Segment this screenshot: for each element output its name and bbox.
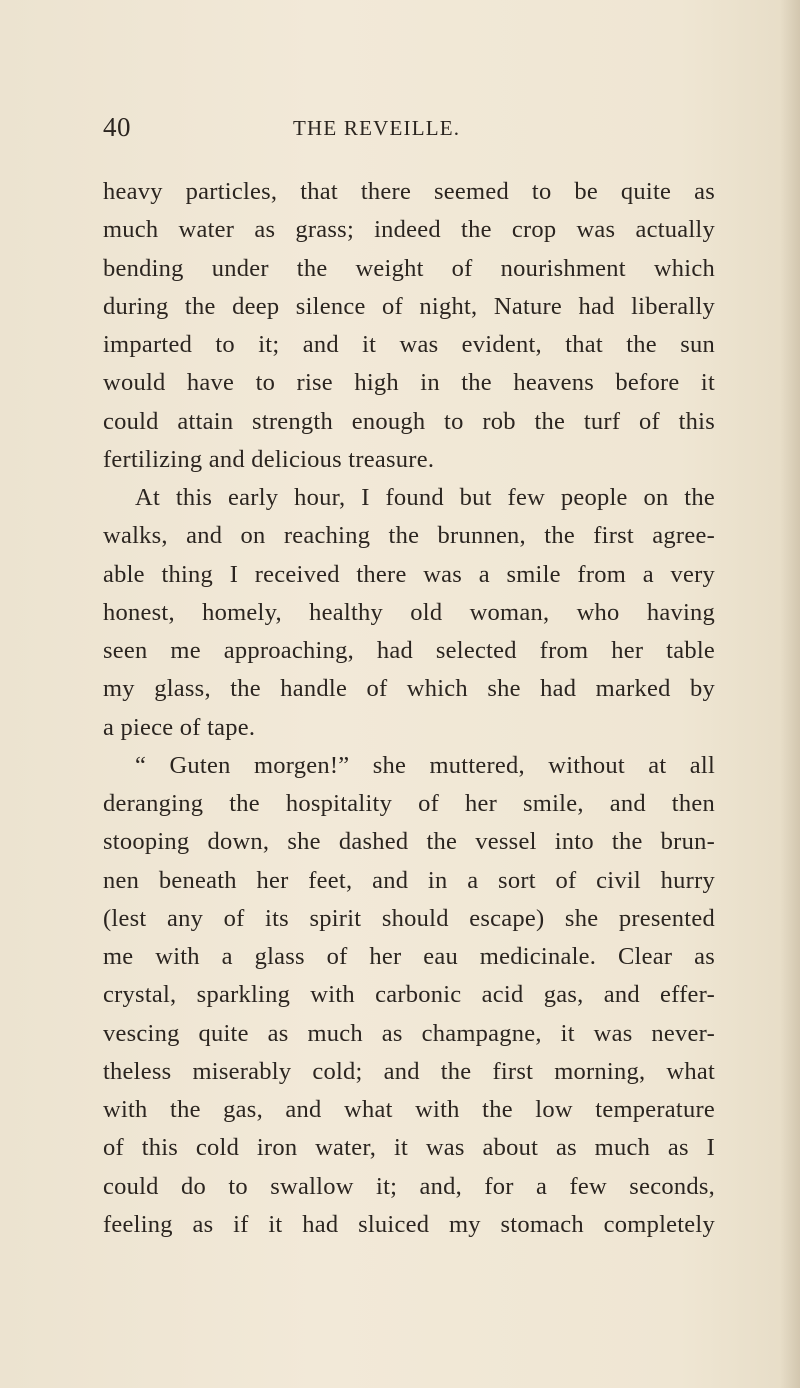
text-line: my glass, the handle of which she had marked by [103, 675, 715, 703]
page-number: 40 [103, 112, 131, 142]
text-line: crystal, sparkling with carbonic acid gas, and effer- [103, 981, 715, 1009]
text-line: bending under the weight of nourishment which [103, 254, 715, 282]
text-line: during the deep silence of night, Nature had liberally [103, 292, 715, 320]
text-line: vescing quite as much as champagne, it was never- [103, 1019, 715, 1047]
text-line: seen me approaching, had selected from her table [103, 637, 715, 664]
text-line: stooping down, she dashed the vessel into the brun- [103, 828, 715, 856]
text-line: “ Guten morgen!” she muttered, without at all [135, 751, 715, 779]
text-line: walks, and on reaching the brunnen, the first agree- [103, 522, 715, 550]
text-line: honest, homely, healthy old woman, who having [103, 598, 715, 626]
text-line: able thing I received there was a smile from a very [103, 560, 715, 588]
text-line: me with a glass of her eau medicinale. Clear as [103, 943, 715, 970]
text-line: a piece of tape. [103, 713, 256, 741]
text-line: would have to rise high in the heavens before it [103, 369, 715, 397]
text-line: At this early hour, I found but few people on the [135, 484, 715, 511]
page-edge-shadow [780, 0, 800, 1388]
text-line: fertilizing and delicious treasure. [103, 445, 435, 473]
text-line: nen beneath her feet, and in a sort of civil hurry [103, 866, 715, 894]
text-line: (lest any of its spirit should escape) she presented [103, 904, 715, 932]
text-line: with the gas, and what with the low temperature [103, 1096, 715, 1123]
text-line: could do to swallow it; and, for a few seconds, [103, 1172, 715, 1200]
text-line: could attain strength enough to rob the turf of this [103, 407, 715, 435]
text-line: deranging the hospitality of her smile, and then [103, 790, 715, 817]
body-text [103, 173, 715, 1244]
text-line: of this cold iron water, it was about as much as I [103, 1134, 715, 1162]
running-head [103, 112, 713, 146]
text-line: feeling as if it had sluiced my stomach completely [103, 1210, 715, 1238]
text-line: heavy particles, that there seemed to be quite as [103, 178, 715, 205]
text-line: theless miserably cold; and the first morning, what [103, 1057, 715, 1085]
text-line: imparted to it; and it was evident, that the sun [103, 331, 715, 358]
text-line: much water as grass; indeed the crop was actually [103, 216, 715, 244]
running-title: THE REVEILLE. [293, 116, 461, 140]
